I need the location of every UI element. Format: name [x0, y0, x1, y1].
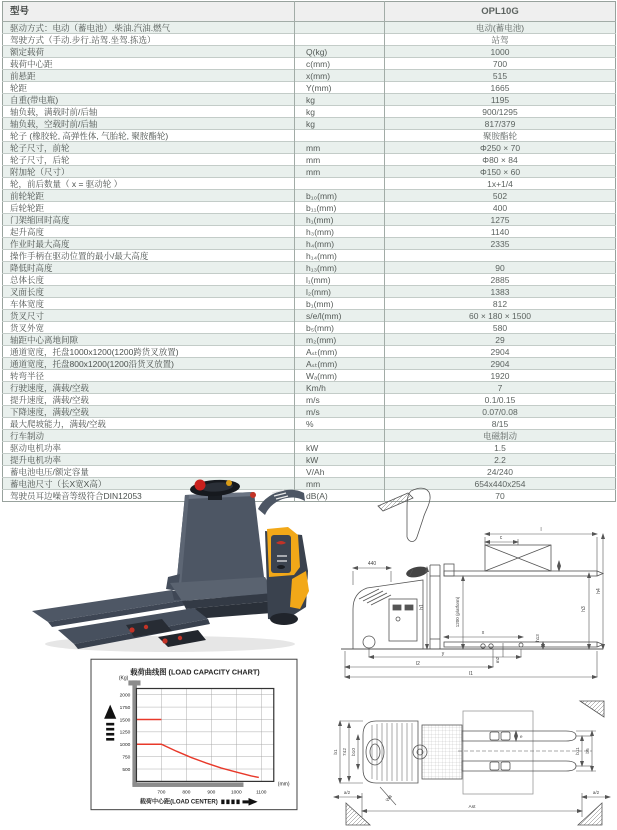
spec-value: 7: [385, 382, 616, 394]
spec-unit: Aₛₜ(mm): [295, 346, 385, 358]
x-tick-label: 700: [157, 790, 166, 796]
spec-label: 作业时最大高度: [3, 238, 295, 250]
y-tick-label: 1250: [119, 730, 131, 736]
spec-value: 1140: [385, 226, 616, 238]
spec-unit: h₁(mm): [295, 214, 385, 226]
spec-unit: Aₛₜ(mm): [295, 358, 385, 370]
spec-label: 总体长度: [3, 274, 295, 286]
spec-label: 驾驶方式（手动.步行.站驾.坐驾.拣选）: [3, 34, 295, 46]
spec-value: 聚胺酯轮: [385, 130, 616, 142]
table-row: [3, 118, 616, 130]
spec-label: 降低时高度: [3, 262, 295, 274]
spec-label: 额定载荷: [3, 46, 295, 58]
spec-unit: Km/h: [295, 382, 385, 394]
spec-unit: l₁(mm): [295, 274, 385, 286]
spec-unit: m₂(mm): [295, 334, 385, 346]
dim-label-h13: h13: [535, 634, 540, 642]
spec-unit: kg: [295, 118, 385, 130]
spec-value: 70: [385, 490, 616, 502]
spec-unit: b₁₁(mm): [295, 202, 385, 214]
drive-wheel: [270, 613, 298, 625]
spec-unit: m/s: [295, 406, 385, 418]
table-row: [3, 214, 616, 226]
dim-label-b1: b1: [334, 749, 339, 755]
spec-value: [385, 250, 616, 262]
spec-value: Φ250 × 70: [385, 142, 616, 154]
spec-label: 轴负载，空载时前/后轴: [3, 118, 295, 130]
spec-label: 载荷中心距: [3, 58, 295, 70]
spec-value: 812: [385, 298, 616, 310]
spec-unit: kW: [295, 442, 385, 454]
spec-label: 行驶速度，满载/空载: [3, 382, 295, 394]
power-unit: [265, 527, 309, 625]
table-row: [3, 190, 616, 202]
spec-unit: Q(kg): [295, 46, 385, 58]
table-row: [3, 382, 616, 394]
spec-unit: dB(A): [295, 490, 385, 502]
spec-label: 叉面长度: [3, 286, 295, 298]
table-row: [3, 466, 616, 478]
spec-value: 502: [385, 190, 616, 202]
dim-label-x: x: [481, 630, 485, 636]
spec-unit: mm: [295, 142, 385, 154]
spec-label: 轮，前后数量（ x = 驱动轮 ）: [3, 178, 295, 190]
spec-value: Φ150 × 60: [385, 166, 616, 178]
table-row: [3, 130, 616, 142]
spec-unit: h₁₄(mm): [295, 250, 385, 262]
y-unit-label: (Kg): [118, 675, 129, 682]
table-row: [3, 46, 616, 58]
unit-header: [295, 2, 385, 22]
spec-label: 轮子尺寸，前轮: [3, 142, 295, 154]
table-row: [3, 166, 616, 178]
spec-unit: kg: [295, 106, 385, 118]
spec-unit: V/Ah: [295, 466, 385, 478]
spec-unit: h₃(mm): [295, 226, 385, 238]
y-tick-label: 2000: [119, 693, 131, 699]
spec-label: 轴负载，满载时前/后轴: [3, 106, 295, 118]
spec-value: 700: [385, 58, 616, 70]
dim-label-742: 742: [343, 747, 348, 757]
side-view-drawing: [333, 481, 615, 699]
table-row: [3, 430, 616, 442]
mast-outline: [430, 565, 440, 649]
grab-handle: [258, 490, 305, 515]
y-tick-label: 500: [122, 767, 131, 773]
lowered-fork: [444, 642, 603, 648]
spec-value: 1383: [385, 286, 616, 298]
x-tick-label: 1000: [230, 790, 242, 796]
product-photo: [22, 479, 310, 657]
table-row: [3, 442, 616, 454]
table-row: [3, 178, 616, 190]
raised-forks-load: [444, 545, 603, 576]
tiller-detail: [378, 488, 430, 541]
dim-label-h1: h1: [419, 604, 425, 610]
spec-unit: mm: [295, 154, 385, 166]
dim-label-e: e: [520, 734, 523, 739]
table-row: [3, 334, 616, 346]
spec-value: 8/15: [385, 418, 616, 430]
spec-unit: c(mm): [295, 58, 385, 70]
spec-unit: kW: [295, 454, 385, 466]
spec-value: 817/379: [385, 118, 616, 130]
spec-label: 最大爬坡能力，满载/空载: [3, 418, 295, 430]
spec-unit: [295, 130, 385, 142]
spec-value: Φ80 × 84: [385, 154, 616, 166]
spec-value: 1000: [385, 46, 616, 58]
table-row: [3, 58, 616, 70]
spec-unit: b₁(mm): [295, 298, 385, 310]
table-row: [3, 94, 616, 106]
dim-label-a2-right: a/2: [592, 790, 600, 795]
spec-label: 起升高度: [3, 226, 295, 238]
spec-unit: Wₐ(mm): [295, 370, 385, 382]
spec-unit: %: [295, 418, 385, 430]
table-row: [3, 70, 616, 82]
dim-label-a2-left: a/2: [343, 790, 351, 795]
spec-unit: h₄(mm): [295, 238, 385, 250]
dim-label-h4: h4: [596, 588, 602, 594]
table-row: [3, 418, 616, 430]
spec-unit: l₂(mm): [295, 286, 385, 298]
dim-label-h3: h3: [581, 606, 587, 612]
dimension-lines-top: [334, 721, 610, 817]
spec-label: 后轮轮距: [3, 202, 295, 214]
table-row: [3, 346, 616, 358]
spec-value: 电动(蓄电池): [385, 22, 616, 34]
spec-value: 1195: [385, 94, 616, 106]
spec-label: 轴距中心离地间隙: [3, 334, 295, 346]
forks-top: [458, 731, 592, 771]
truck-top-outline: [363, 721, 427, 783]
dim-label-l2: l2: [416, 661, 420, 667]
spec-label: 货叉外宽: [3, 322, 295, 334]
spec-value: 站驾: [385, 34, 616, 46]
table-row: [3, 358, 616, 370]
spec-value: 1x+1/4: [385, 178, 616, 190]
dim-label-b5: b5: [586, 748, 591, 754]
spec-label: 驱动电机功率: [3, 442, 295, 454]
spec-unit: [295, 430, 385, 442]
spec-value: 900/1295: [385, 106, 616, 118]
dim-label-wa: Wa: [385, 794, 394, 804]
table-row: [3, 394, 616, 406]
table-row: [3, 226, 616, 238]
x-unit-label: (mm): [277, 781, 290, 788]
spec-label: 蓄电池尺寸（长X宽X高）: [3, 478, 295, 490]
spec-label: 驾驶员耳边噪音等级符合DIN12053: [3, 490, 295, 502]
load-capacity-chart: [90, 658, 298, 822]
table-row: [3, 274, 616, 286]
spec-unit: x(mm): [295, 70, 385, 82]
spec-unit: mm: [295, 478, 385, 490]
spec-unit: b₅(mm): [295, 322, 385, 334]
table-row: [3, 82, 616, 94]
spec-label: 前悬距: [3, 70, 295, 82]
top-view-drawing: [330, 699, 617, 830]
table-row: [3, 154, 616, 166]
spec-value: 0.07/0.08: [385, 406, 616, 418]
spec-table: [2, 1, 616, 502]
spec-value: 0.1/0.15: [385, 394, 616, 406]
spec-value: 29: [385, 334, 616, 346]
spec-value: 60 × 180 × 1500: [385, 310, 616, 322]
platform-top: [422, 725, 462, 779]
spec-unit: mm: [295, 166, 385, 178]
spec-value: 2904: [385, 358, 616, 370]
table-row: [3, 322, 616, 334]
pallet-outline: [463, 711, 533, 794]
spec-unit: h₁₃(mm): [295, 262, 385, 274]
x-tick-label: 900: [207, 790, 216, 796]
spec-value: 电磁制动: [385, 430, 616, 442]
spec-value: 1920: [385, 370, 616, 382]
y-tick-label: 1000: [119, 743, 131, 749]
spec-value: 90: [385, 262, 616, 274]
chart-title: 载荷曲线图 (LOAD CAPACITY CHART): [130, 667, 260, 677]
dim-label-ast: Ast: [468, 805, 476, 810]
spec-label: 提升电机功率: [3, 454, 295, 466]
spec-value: 580: [385, 322, 616, 334]
spec-value: 2.2: [385, 454, 616, 466]
dim-label-c: c: [499, 535, 503, 541]
spec-label: 轮距: [3, 82, 295, 94]
spec-value: 400: [385, 202, 616, 214]
spec-unit: [295, 178, 385, 190]
spec-label: 驱动方式：电动（蓄电池）.柴油.汽油.燃气: [3, 22, 295, 34]
x-axis-label: 载荷中心距(LOAD CENTER): [139, 799, 218, 806]
spec-value: 2335: [385, 238, 616, 250]
spec-label: 下降速度，满载/空载: [3, 406, 295, 418]
spec-value: 1275: [385, 214, 616, 226]
spec-label: 通道宽度，托盘800x1200(1200沿货叉放置): [3, 358, 295, 370]
table-row: [3, 370, 616, 382]
table-row: [3, 202, 616, 214]
spec-value: 1.5: [385, 442, 616, 454]
spec-value: 1665: [385, 82, 616, 94]
spec-unit: Y(mm): [295, 82, 385, 94]
table-row: [3, 250, 616, 262]
dim-label-l: l: [540, 527, 542, 533]
spec-label: 轮子 (橡胶轮, 高弹性体, 气胎轮, 聚胺酯轮): [3, 130, 295, 142]
spec-unit: m/s: [295, 394, 385, 406]
spec-label: 转弯半径: [3, 370, 295, 382]
spec-label: 附加轮（尺寸）: [3, 166, 295, 178]
y-tick-label: 1750: [119, 705, 131, 711]
table-row: [3, 142, 616, 154]
spec-label: 车体宽度: [3, 298, 295, 310]
table-row: [3, 238, 616, 250]
table-row: [3, 298, 616, 310]
spec-unit: s/e/l(mm): [295, 310, 385, 322]
dim-label-y: y: [441, 651, 445, 657]
spec-label: 轮子尺寸，后轮: [3, 154, 295, 166]
spec-unit: b₁₀(mm): [295, 190, 385, 202]
spec-value: 654x440x254: [385, 478, 616, 490]
spec-value: 515: [385, 70, 616, 82]
spec-label: 操作手柄在驱动位置的最小/最大高度: [3, 250, 295, 262]
y-tick-label: 750: [122, 755, 131, 761]
spec-value: 24/240: [385, 466, 616, 478]
x-tick-label: 800: [182, 790, 191, 796]
table-row: [3, 34, 616, 46]
spec-value: 2904: [385, 346, 616, 358]
table-row: [3, 262, 616, 274]
model-value: OPL10G: [385, 2, 616, 22]
table-row: [3, 406, 616, 418]
dim-label-l1: l1: [469, 671, 473, 677]
spec-label: 门架缩回时高度: [3, 214, 295, 226]
y-tick-label: 1500: [119, 718, 131, 724]
dimension-lines: [345, 534, 603, 677]
spec-label: 蓄电池电压/额定容量: [3, 466, 295, 478]
table-row: [3, 106, 616, 118]
dim-label-m2: m2: [495, 656, 500, 664]
spec-label: 货叉尺寸: [3, 310, 295, 322]
spec-table-body: [3, 22, 616, 502]
table-row: [3, 22, 616, 34]
table-row: [3, 310, 616, 322]
dim-label-b10: b10: [352, 747, 357, 757]
spec-value: 2885: [385, 274, 616, 286]
model-label: 型号: [3, 2, 295, 22]
table-row: [3, 286, 616, 298]
spec-unit: [295, 34, 385, 46]
spec-label: 提升速度，满载/空载: [3, 394, 295, 406]
table-header-row: [3, 2, 616, 22]
dim-label-platform: 1200 (platform): [455, 596, 460, 628]
x-tick-label: 1100: [256, 790, 267, 796]
spec-unit: kg: [295, 94, 385, 106]
spec-unit: [295, 22, 385, 34]
spec-label: 前轮轮距: [3, 190, 295, 202]
table-row: [3, 454, 616, 466]
emergency-stop-button: [195, 480, 206, 491]
spec-label: 自重(带电瓶): [3, 94, 295, 106]
dim-label-440: 440: [367, 561, 377, 567]
spec-label: 行车制动: [3, 430, 295, 442]
dim-label-b11: b11: [576, 747, 581, 755]
spec-label: 通道宽度，托盘1000x1200(1200跨货叉放置): [3, 346, 295, 358]
